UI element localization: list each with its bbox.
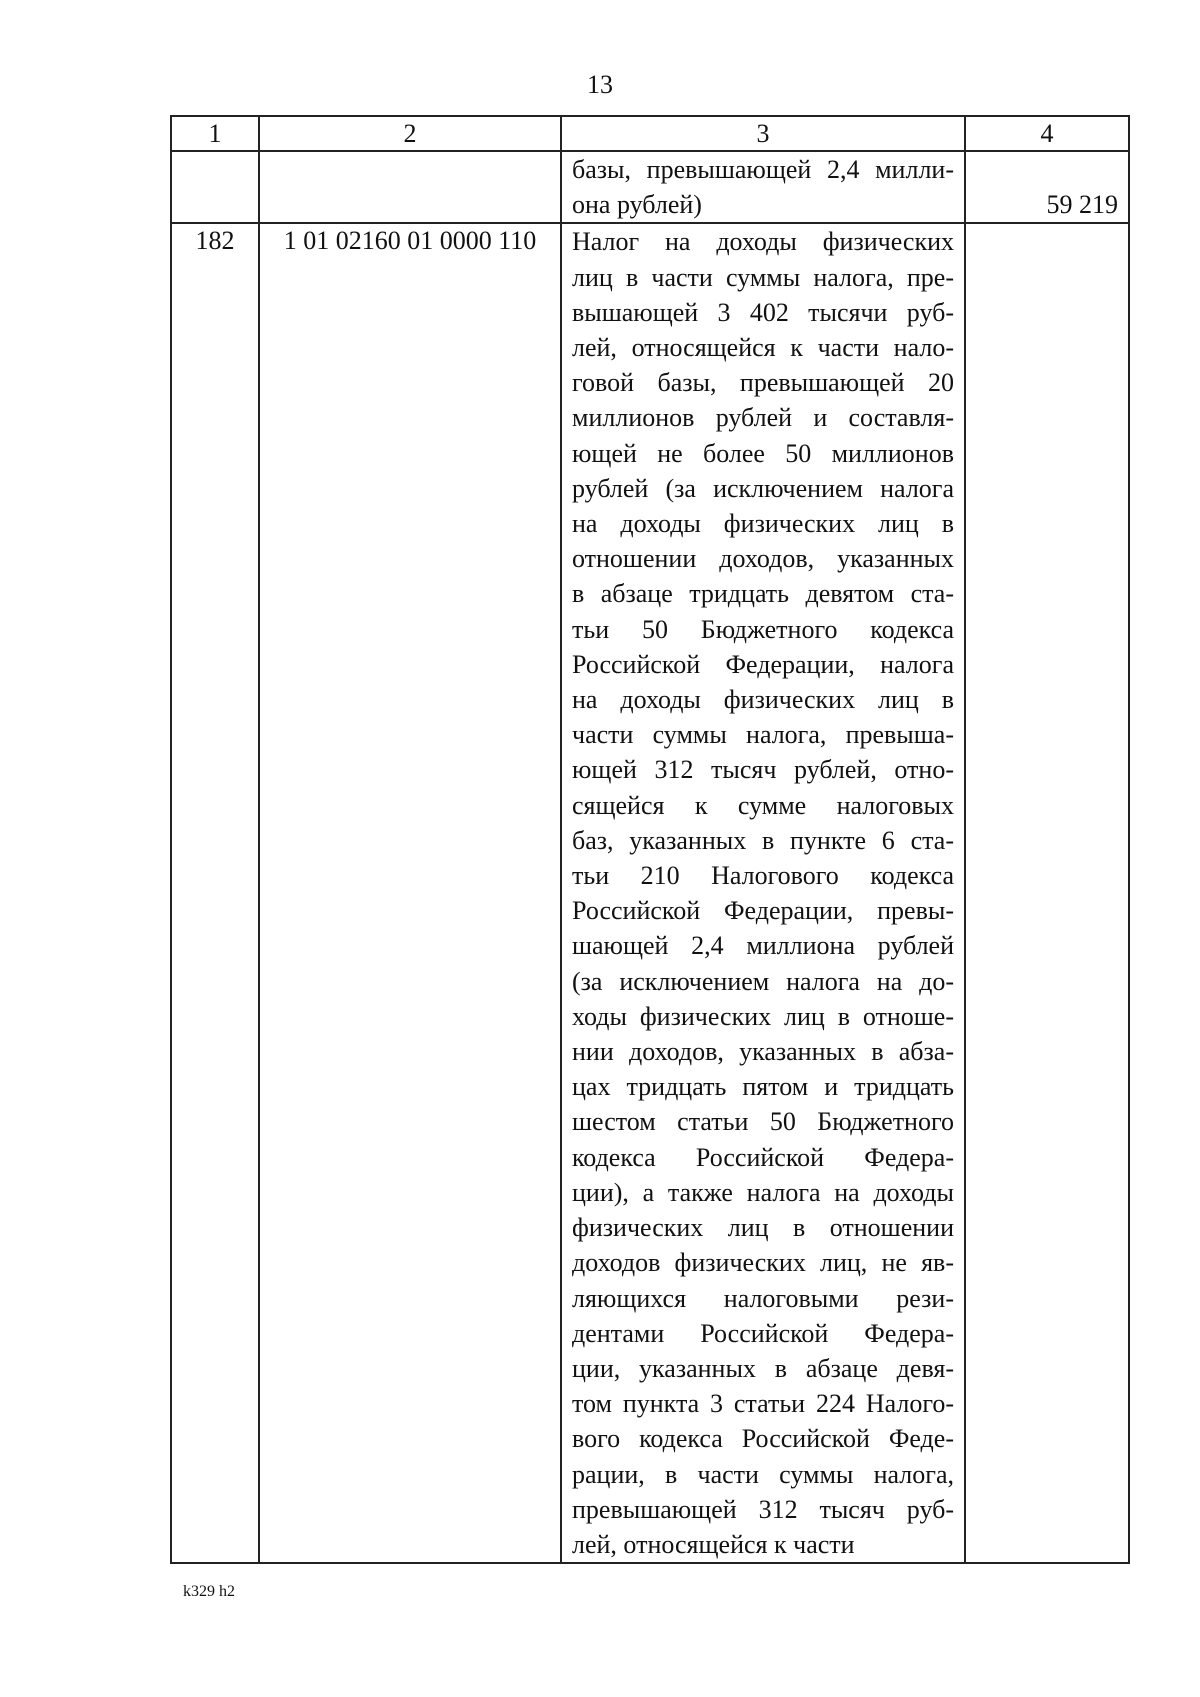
description-line: вышающей 3 402 тысячи руб- xyxy=(572,297,954,327)
description-line: шестом статьи 50 Бюджетного xyxy=(572,1107,954,1137)
description-line: на доходы физических лиц в xyxy=(572,509,954,539)
description-line: (за исключением налога на до- xyxy=(572,966,954,996)
description-line: физических лиц в отношении xyxy=(572,1213,954,1243)
description-cell xyxy=(561,151,965,223)
description-line: рации, в части суммы налога, xyxy=(572,1459,954,1489)
description-line: шающей 2,4 миллиона рублей xyxy=(572,931,954,961)
description-line: миллионов рублей и составля- xyxy=(572,403,954,433)
kbk-code-cell: 1 01 02160 01 0000 110 xyxy=(259,223,561,1563)
description-line: лиц в части суммы налога, пре- xyxy=(572,262,954,292)
description-line: Налог на доходы физических xyxy=(572,227,954,257)
description-line: базы, превышающей 2,4 милли- xyxy=(572,155,954,184)
description-line: говой базы, превышающей 20 xyxy=(572,368,954,398)
description-line: ляющихся налоговыми рези- xyxy=(572,1283,954,1313)
description-line: ходы физических лиц в отноше- xyxy=(572,1001,954,1031)
description-line: на доходы физических лиц в xyxy=(572,685,954,715)
description-line: баз, указанных в пункте 6 ста- xyxy=(572,825,954,855)
table-row-continuation xyxy=(171,151,1129,223)
description-line: она рублей) xyxy=(572,190,702,220)
table-header-row xyxy=(171,116,1129,151)
description-line: вого кодекса Российской Феде- xyxy=(572,1424,954,1454)
description-line: лей, относящейся к части нало- xyxy=(572,333,954,363)
description-line: отношении доходов, указанных xyxy=(572,544,954,574)
description-line: Российской Федерации, превы- xyxy=(572,896,954,926)
description-line: лей, относящейся к части xyxy=(572,1529,855,1559)
description-line: дентами Российской Федера- xyxy=(572,1318,954,1348)
description-line: в абзаце тридцать девятом ста- xyxy=(572,579,954,609)
description-line: части суммы налога, превыша- xyxy=(572,720,954,750)
kbk-code-cell xyxy=(259,151,561,223)
header-cell-4: 4 xyxy=(965,116,1129,151)
description-line: доходов физических лиц, не яв- xyxy=(572,1248,954,1278)
admin-code-cell: 182 xyxy=(171,223,259,1563)
document-code: k329 h2 xyxy=(183,1583,235,1600)
description-line: ции, указанных в абзаце девя- xyxy=(572,1353,954,1383)
description-line: тьи 210 Налогового кодекса xyxy=(572,861,954,891)
description-line: кодекса Российской Федера- xyxy=(572,1142,954,1172)
description-line: ющей не более 50 миллионов xyxy=(572,438,954,468)
admin-code-cell xyxy=(171,151,259,223)
description-cell xyxy=(561,223,965,1563)
description-line: нии доходов, указанных в абза- xyxy=(572,1037,954,1067)
description-line: Российской Федерации, налога xyxy=(572,649,954,679)
table-row-182 xyxy=(171,223,1129,1563)
description-line: превышающей 312 тысяч руб- xyxy=(572,1494,954,1524)
description-line: ции), а также налога на доходы xyxy=(572,1177,954,1207)
description-line: том пункта 3 статьи 224 Налого- xyxy=(572,1389,954,1419)
header-cell-1: 1 xyxy=(171,116,259,151)
amount-cell: 59 219 xyxy=(965,151,1129,223)
description-line: тьи 50 Бюджетного кодекса xyxy=(572,614,954,644)
description-line: ющей 312 тысяч рублей, отно- xyxy=(572,755,954,785)
page-number: 13 xyxy=(587,70,613,99)
description-line: сящейся к сумме налоговых xyxy=(572,790,954,820)
budget-revenue-table xyxy=(170,115,1130,1564)
header-cell-2: 2 xyxy=(259,116,561,151)
amount-cell xyxy=(965,223,1129,1563)
description-line: цах тридцать пятом и тридцать xyxy=(572,1072,954,1102)
header-cell-3: 3 xyxy=(561,116,965,151)
description-line: рублей (за исключением налога xyxy=(572,473,954,503)
